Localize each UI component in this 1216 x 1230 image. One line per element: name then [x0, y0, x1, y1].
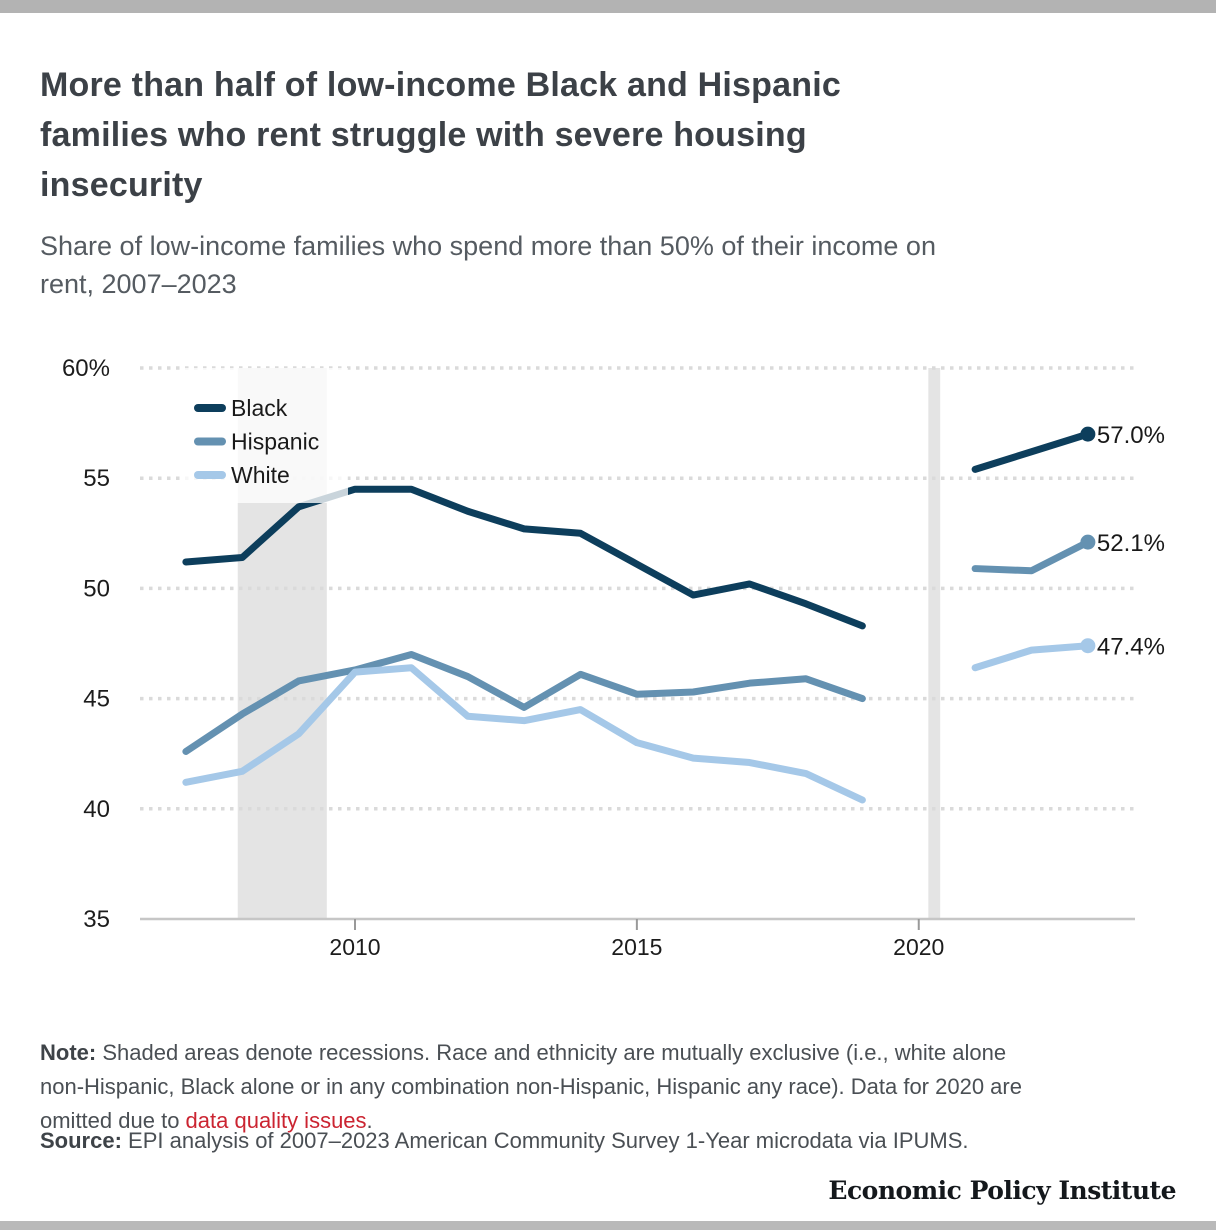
legend-label-hispanic: Hispanic	[231, 428, 320, 455]
epi-wordmark: Economic Policy Institute	[828, 1176, 1176, 1205]
chart-subtitle-line: rent, 2007–2023	[40, 269, 237, 299]
note-line: Note: Shaded areas denote recessions. Race and ethnicity are mutually exclusive (i.e., white alone	[40, 1040, 1007, 1065]
chart-note	[40, 1036, 1190, 1138]
series-end-dot-hispanic	[1080, 535, 1095, 550]
source-label: Source:	[40, 1128, 122, 1153]
y-axis-label: 50	[83, 575, 110, 603]
data-quality-issues-link[interactable]: data quality issues	[185, 1108, 367, 1133]
chart-source: Source: EPI analysis of 2007–2023 American Community Survey 1-Year microdata via IPUMS.	[40, 1128, 969, 1153]
y-axis-label: 45	[83, 685, 110, 713]
legend-label-black: Black	[231, 395, 288, 421]
series-end-label-white: 47.4%	[1096, 633, 1165, 661]
series-end-label-black: 57.0%	[1096, 422, 1165, 450]
chart-subtitle-line: Share of low-income families who spend more than 50% of their income on	[40, 231, 936, 261]
x-axis-label: 2015	[611, 934, 663, 960]
line-chart	[0, 340, 1216, 990]
note-line: non-Hispanic, Black alone or in any combination non-Hispanic, Hispanic any race). Data for 2020 are	[40, 1074, 1022, 1099]
series-line-hispanic	[975, 542, 1088, 571]
chart-title	[40, 60, 1150, 210]
bottom-border-bar	[0, 1221, 1216, 1230]
x-axis-label: 2010	[329, 934, 381, 960]
legend-label-white: White	[231, 462, 290, 488]
x-axis-label: 2020	[893, 934, 945, 960]
note-label: Note:	[40, 1040, 97, 1065]
y-axis-label: 40	[83, 795, 110, 823]
chart-subtitle	[40, 227, 1190, 303]
series-end-label-hispanic: 52.1%	[1096, 530, 1165, 558]
chart-title-line: insecurity	[40, 166, 203, 204]
chart-title-line: More than half of low-income Black and Hispanic	[40, 66, 841, 104]
y-axis-label: 55	[83, 465, 110, 493]
chart-title-line: families who rent struggle with severe housing	[40, 116, 807, 154]
series-line-white	[975, 646, 1088, 668]
y-axis-label: 35	[83, 906, 110, 933]
y-axis-label: 60%	[61, 355, 110, 382]
note-line: omitted due to data quality issues.	[40, 1108, 373, 1133]
series-end-dot-black	[1080, 427, 1095, 442]
top-border-bar	[0, 0, 1216, 13]
series-end-dot-white	[1080, 638, 1095, 653]
series-line-black	[975, 434, 1088, 469]
recession-band	[928, 368, 940, 919]
